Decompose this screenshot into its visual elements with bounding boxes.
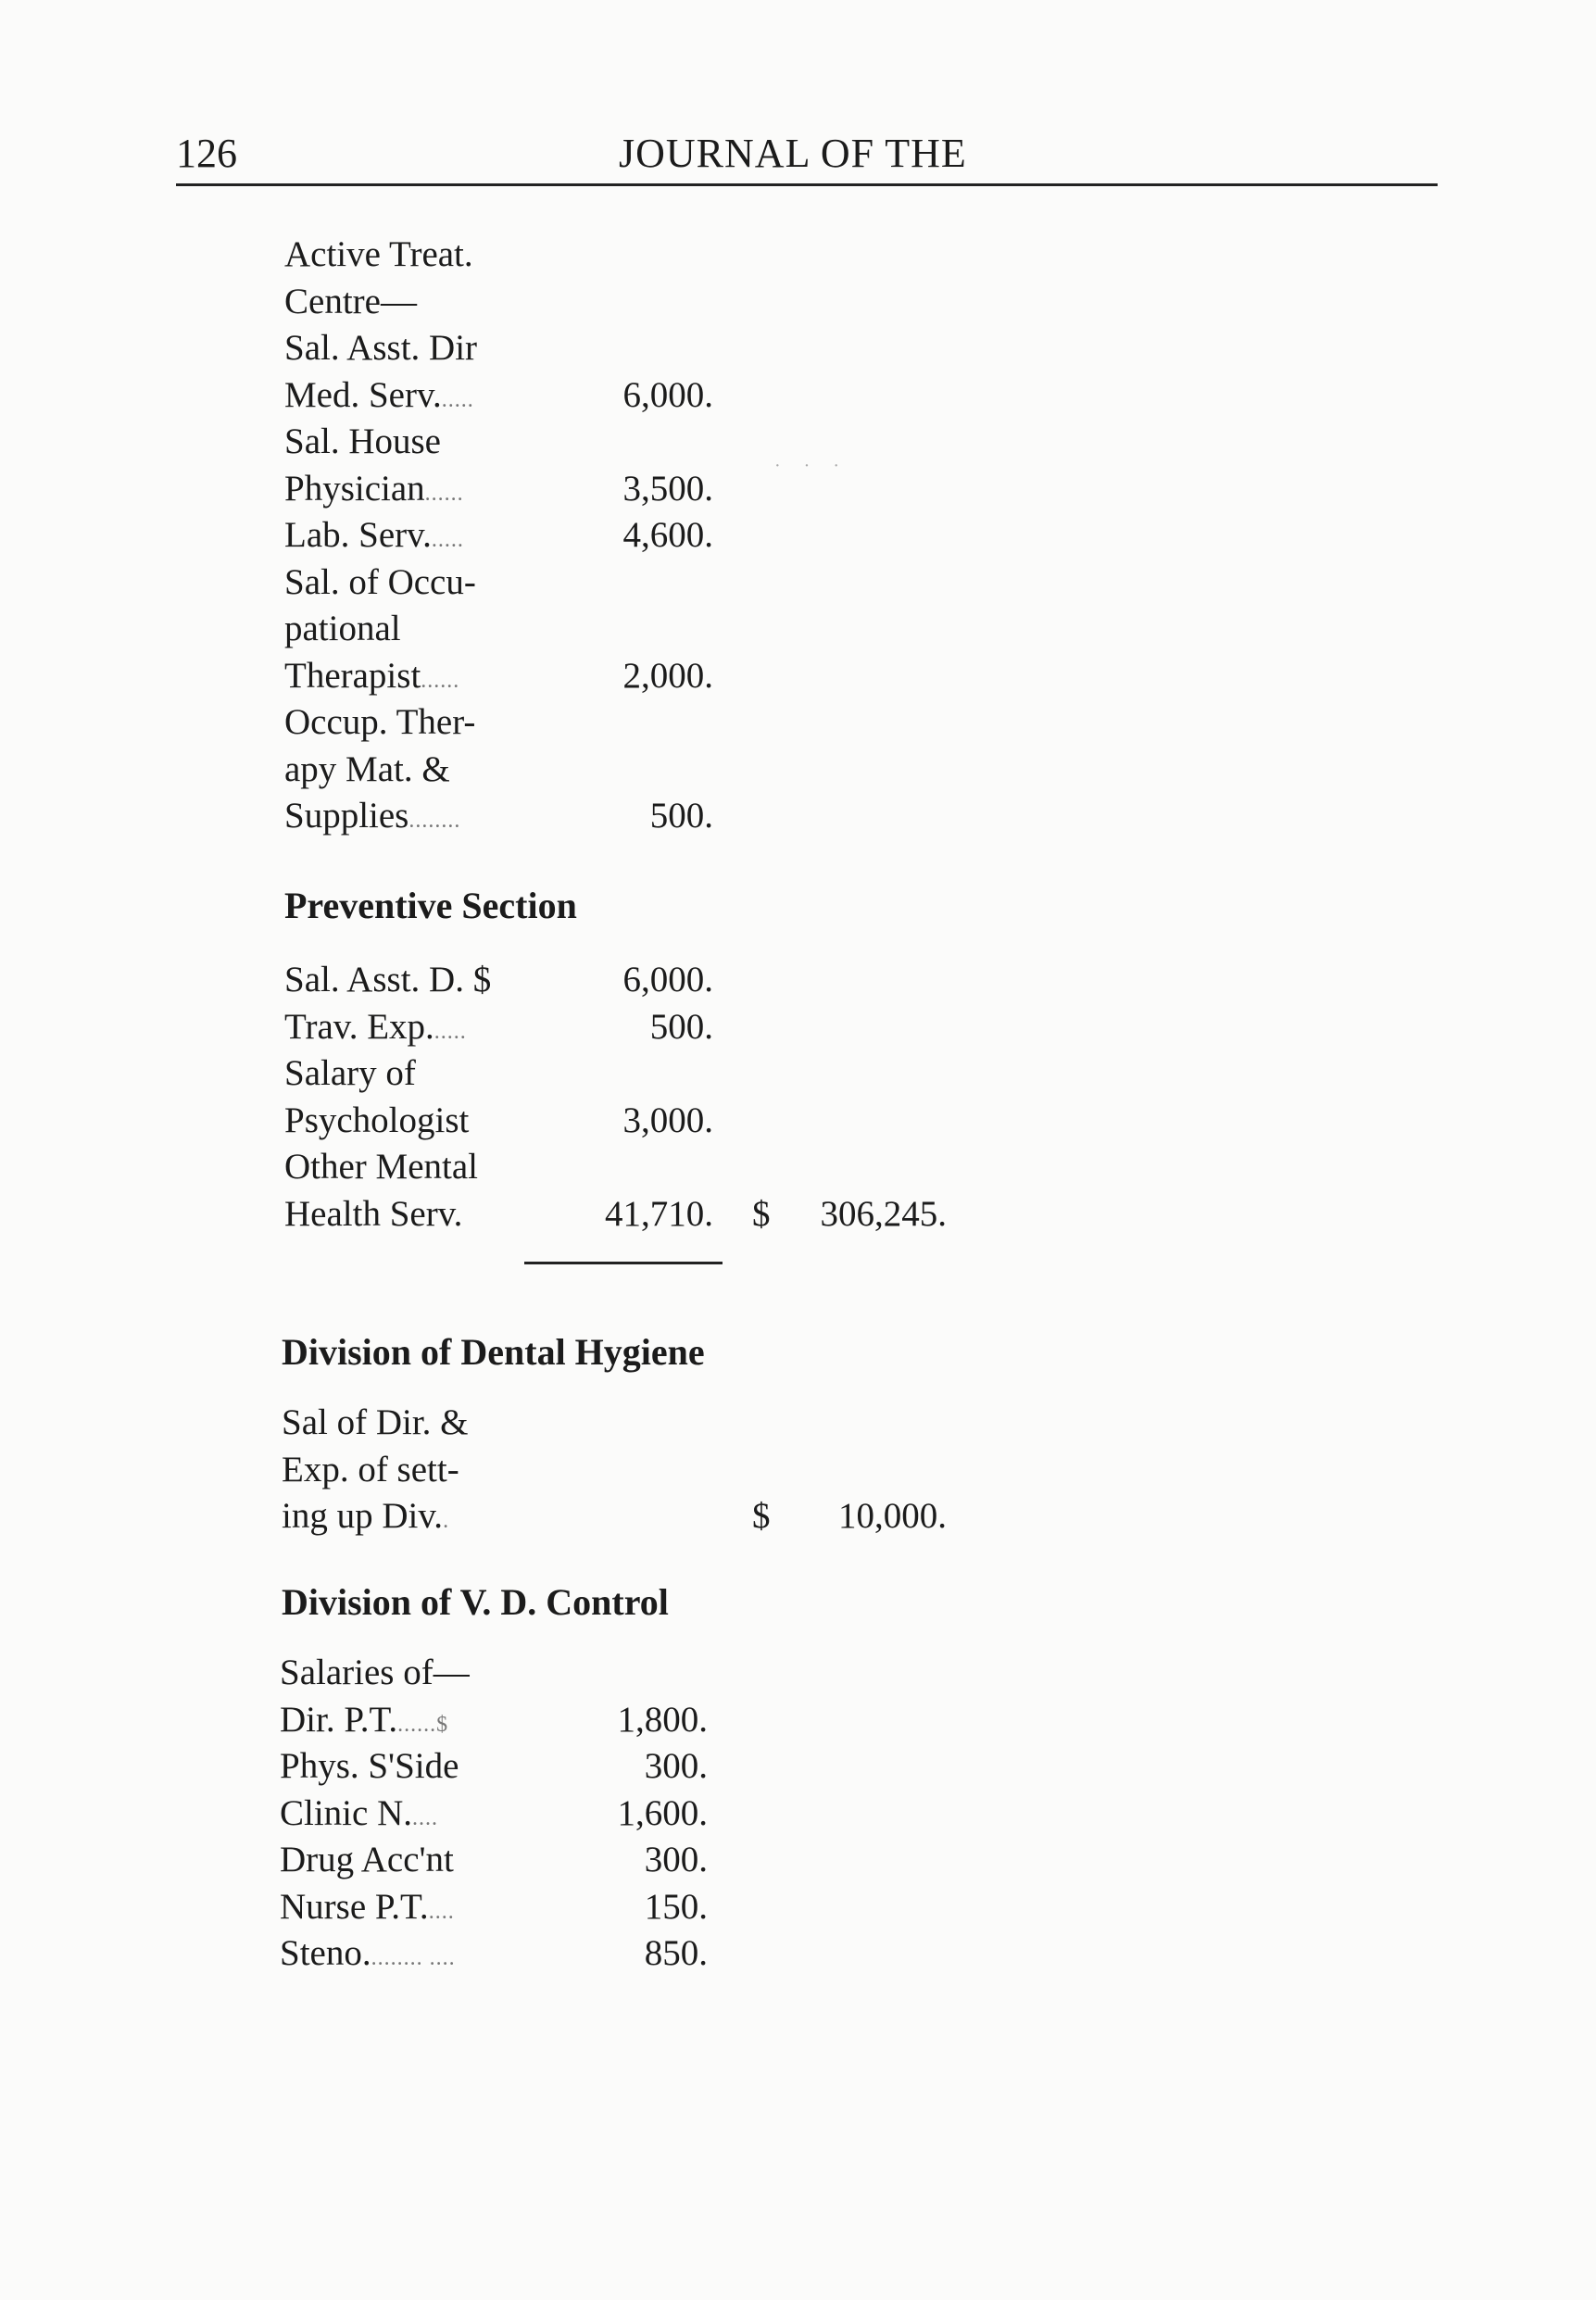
- header-rule: [176, 183, 1438, 186]
- ledger-line: [0, 232, 1596, 279]
- stray-marks: · · ·: [774, 456, 848, 476]
- line-label: Centre—: [284, 281, 417, 321]
- ledger-line: [0, 653, 1596, 700]
- ledger-line: [0, 1493, 1596, 1540]
- ledger-line: [0, 559, 1596, 607]
- line-amount: 3,000.: [622, 1100, 713, 1140]
- line-label: Salaries of—: [280, 1653, 470, 1692]
- dot-leader: ....: [428, 1899, 455, 1924]
- page-number: 126: [176, 131, 237, 176]
- dot-leader: .....: [431, 528, 464, 552]
- ledger-line: [0, 466, 1596, 513]
- preventive-section-heading: Preventive Section: [284, 885, 577, 926]
- line-amount: 3,500.: [622, 468, 713, 509]
- ledger-line: [0, 1650, 1596, 1697]
- ledger-line: [0, 1884, 1596, 1931]
- line-label: Drug Acc'nt: [280, 1840, 454, 1879]
- dental-block: [0, 1400, 1596, 1540]
- subtotal-rule: [524, 1262, 723, 1264]
- dot-leader: ....: [412, 1805, 438, 1830]
- line-amount: 1,800.: [617, 1699, 708, 1740]
- page-header: [0, 126, 1596, 182]
- running-head: JOURNAL OF THE: [619, 131, 967, 176]
- line-label: Med. Serv......: [284, 374, 474, 415]
- dot-leader: ......$: [397, 1712, 449, 1737]
- line-label: Dir. P.T.......$: [280, 1699, 449, 1740]
- line-label: Sal. House: [284, 421, 441, 461]
- line-amount: 1,600.: [617, 1792, 708, 1833]
- line-label: Active Treat.: [284, 234, 473, 274]
- preventive-block: [0, 957, 1596, 1238]
- line-label: Salary of: [284, 1053, 416, 1093]
- ledger-line: [0, 512, 1596, 559]
- ledger-line: [0, 1144, 1596, 1191]
- line-label: Health Serv.: [284, 1193, 463, 1234]
- line-label: Clinic N.....: [280, 1792, 438, 1833]
- dot-leader: .....: [441, 387, 474, 412]
- line-label: Therapist......: [284, 655, 460, 696]
- line-label: apy Mat. &: [284, 748, 450, 789]
- ledger-line: [0, 1743, 1596, 1791]
- line-label: Occup. Ther-: [284, 702, 476, 742]
- ledger-line: [0, 1697, 1596, 1744]
- line-amount: 6,000.: [622, 960, 713, 999]
- line-label: Nurse P.T.....: [280, 1886, 455, 1927]
- dot-leader: ......: [421, 668, 460, 693]
- line-amount: 2,000.: [622, 655, 713, 696]
- ledger-line: [0, 279, 1596, 326]
- ledger-line: [0, 747, 1596, 794]
- line-amount: 6,000.: [622, 374, 713, 415]
- ledger-line: [0, 1004, 1596, 1051]
- line-label: Sal. Asst. Dir: [284, 328, 478, 368]
- line-label: Lab. Serv......: [284, 515, 464, 555]
- line-amount: 500.: [649, 1006, 713, 1047]
- ledger-line: [0, 699, 1596, 747]
- ledger-line: [0, 957, 1596, 1004]
- line-label: Other Mental: [284, 1147, 479, 1187]
- ledger-line: [0, 372, 1596, 420]
- line-label: ing up Div..: [282, 1496, 450, 1536]
- ledger-line: [0, 1791, 1596, 1838]
- dot-leader: ........ ....: [371, 1946, 456, 1970]
- line-label: Steno......... ....: [280, 1933, 456, 1973]
- line-amount: 300.: [644, 1746, 708, 1786]
- line-label: Sal. of Occu-: [284, 561, 476, 602]
- ledger-line: [0, 793, 1596, 840]
- line-label: Sal of Dir. &: [282, 1402, 469, 1442]
- line-label: pational: [284, 609, 401, 648]
- ledger-line: [0, 1447, 1596, 1494]
- dot-leader: .: [443, 1509, 450, 1533]
- line-amount: 300.: [644, 1840, 708, 1879]
- line-label: Exp. of sett-: [282, 1449, 459, 1489]
- dot-leader: .....: [434, 1019, 467, 1044]
- dental-hygiene-heading: Division of Dental Hygiene: [282, 1331, 705, 1373]
- ledger-line: [0, 1098, 1596, 1145]
- line-amount: 500.: [649, 796, 713, 836]
- line-label: Psychologist: [284, 1100, 470, 1140]
- line-amount: 150.: [644, 1886, 708, 1927]
- line-label: Trav. Exp......: [284, 1006, 467, 1047]
- line-label: Sal. Asst. D. $: [284, 960, 492, 999]
- line-label: Physician......: [284, 468, 464, 509]
- vd-control-heading: Division of V. D. Control: [282, 1581, 669, 1623]
- active-treatment-block: [0, 232, 1596, 840]
- section-total: 306,245.: [820, 1193, 947, 1234]
- ledger-line: [0, 1400, 1596, 1447]
- ledger-line: [0, 606, 1596, 653]
- line-label: Supplies........: [284, 796, 461, 836]
- ledger-line: [0, 419, 1596, 466]
- section-total: 10,000.: [838, 1496, 947, 1536]
- line-amount: 4,600.: [622, 515, 713, 555]
- dollar-sign: $: [752, 1193, 771, 1234]
- ledger-line: [0, 325, 1596, 372]
- ledger-line: [0, 1050, 1596, 1098]
- ledger-line: [0, 1930, 1596, 1978]
- dot-leader: ......: [424, 481, 464, 506]
- line-label: Phys. S'Side: [280, 1746, 459, 1786]
- vd-control-block: [0, 1650, 1596, 1978]
- dot-leader: ........: [408, 809, 461, 833]
- line-amount: 850.: [644, 1933, 708, 1973]
- line-amount: 41,710.: [605, 1193, 713, 1234]
- ledger-line: [0, 1191, 1596, 1238]
- ledger-line: [0, 1837, 1596, 1884]
- dollar-sign: $: [752, 1496, 771, 1536]
